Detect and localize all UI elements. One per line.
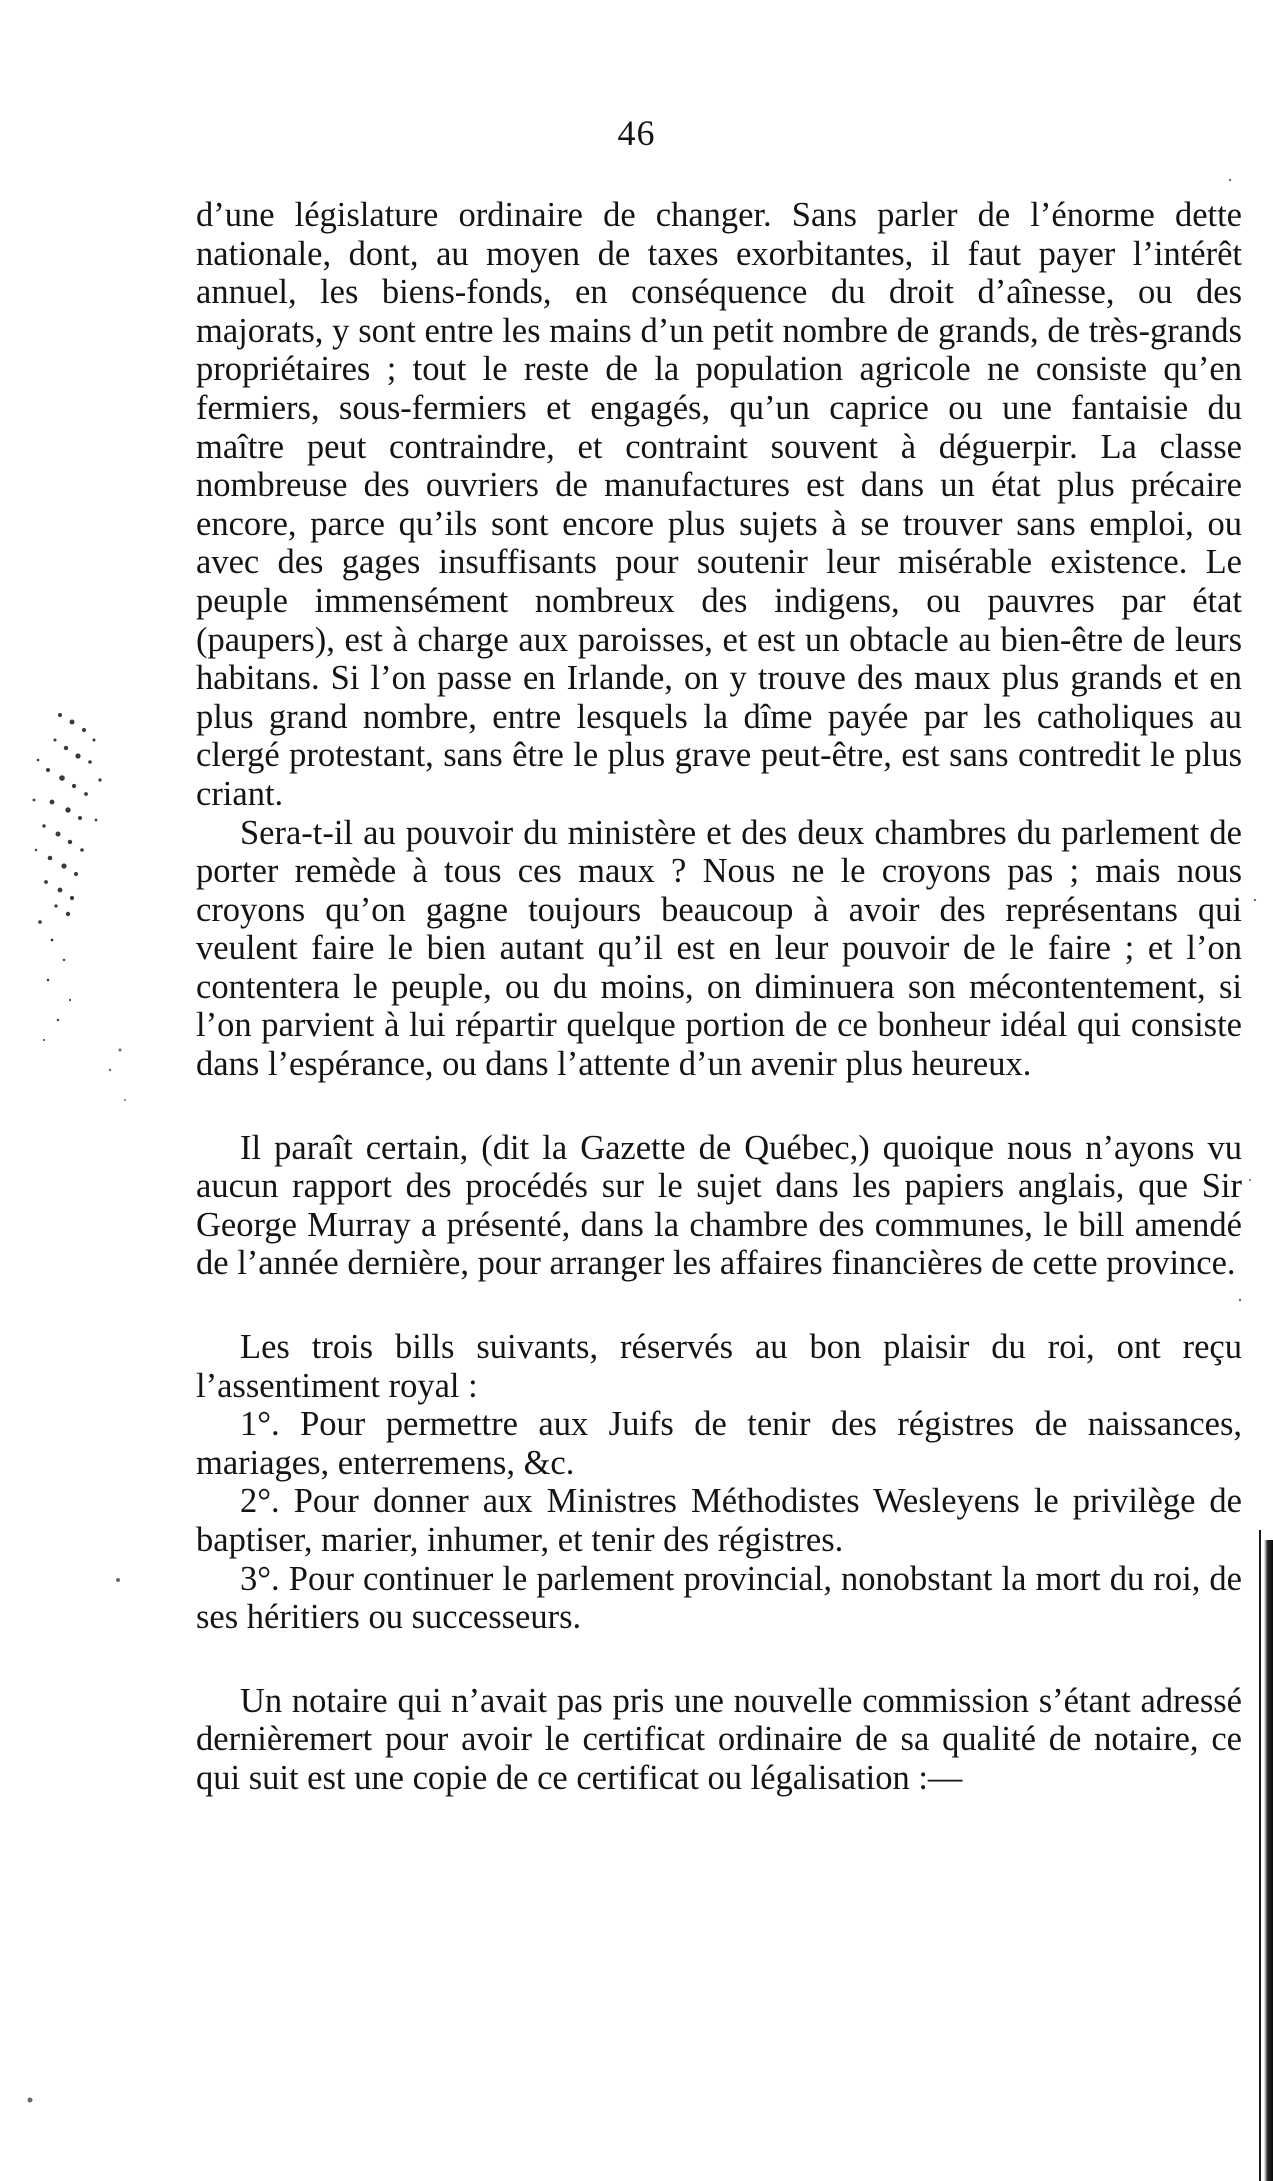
paragraph-3: Il paraît certain, (dit la Gazette de Québec,) quoique nous n’ayons vu aucun rapport des procédés sur le sujet dans les papiers anglais, que Sir George Murray a présenté, dans la chambre des communes, le bill amendé de l’année dernière, pour arranger les affaires financières de cette province. bbox=[196, 1128, 1242, 1283]
list-item-1: 1°. Pour permettre aux Juifs de tenir des régistres de naissances, mariages, enterremens, &c. bbox=[196, 1405, 1242, 1482]
paragraph-1: d’une législature ordinaire de changer. Sans parler de l’énorme dette nationale, dont, au moyen de taxes exorbitantes, il faut payer l’intérêt annuel, les biens-fonds, en conséquence du droit d’aînesse, ou des majorats, y sont entre les mains d’un petit nombre de grands, de très-grands propriétaires ; tout le reste de la population agricole ne consiste qu’en fermiers, sous-fermiers et engagés, qu’un caprice ou une fantaisie du maître peut contraindre, et contraint souvent à déguerpir. La classe nombreuse des ouvriers de manufactures est dans un état plus précaire encore, parce qu’ils sont encore plus sujets à se trouver sans emploi, ou avec des gages insuffisants pour soutenir leur misérable existence. Le peuple immensément nombreux des indigens, ou pauvres par état (paupers), est à charge aux paroisses, et est un obtacle au bien-être de leurs habitans. Si l’on passe en Irlande, on y trouve des maux plus grands et en plus grand nombre, entre lesquels la dîme payée par les catholiques au clergé protestant, sans être le plus grave peut-être, est sans contredit le plus criant. bbox=[196, 196, 1242, 813]
page-body bbox=[196, 196, 1242, 1798]
list-item-2: 2°. Pour donner aux Ministres Méthodistes Wesleyens le privilège de baptiser, marier, inhumer, et tenir des régistres. bbox=[196, 1482, 1242, 1559]
binding-edge bbox=[1264, 1540, 1273, 2181]
page-number: 46 bbox=[617, 113, 656, 153]
list-item-3: 3°. Pour continuer le parlement provincial, nonobstant la mort du roi, de ses héritiers ou successeurs. bbox=[196, 1559, 1242, 1637]
paragraph-2: Sera-t-il au pouvoir du ministère et des deux chambres du parlement de porter remède à tous ces maux ? Nous ne le croyons pas ; mais nous croyons qu’on gagne toujours beaucoup à avoir des représentans qui veulent faire le bien autant qu’il est en leur pouvoir de le faire ; et l’on contentera le peuple, ou du moins, on diminuera son mécontentement, si l’on parvient à lui répartir quelque portion de ce bonheur idéal qui consiste dans l’espérance, ou dans l’attente d’un avenir plus heureux. bbox=[196, 813, 1242, 1084]
paragraph-5: Un notaire qui n’avait pas pris une nouvelle commission s’étant adressé dernièremert pour avoir le certificat ordinaire de sa qualité de notaire, ce qui suit est une copie de ce certificat ou légalisation :— bbox=[196, 1681, 1242, 1797]
ink-blotch bbox=[33, 713, 102, 1041]
page-edge-line bbox=[1259, 1530, 1261, 2181]
paragraph-4: Les trois bills suivants, réservés au bon plaisir du roi, ont reçu l’assentiment royal : bbox=[196, 1328, 1242, 1405]
